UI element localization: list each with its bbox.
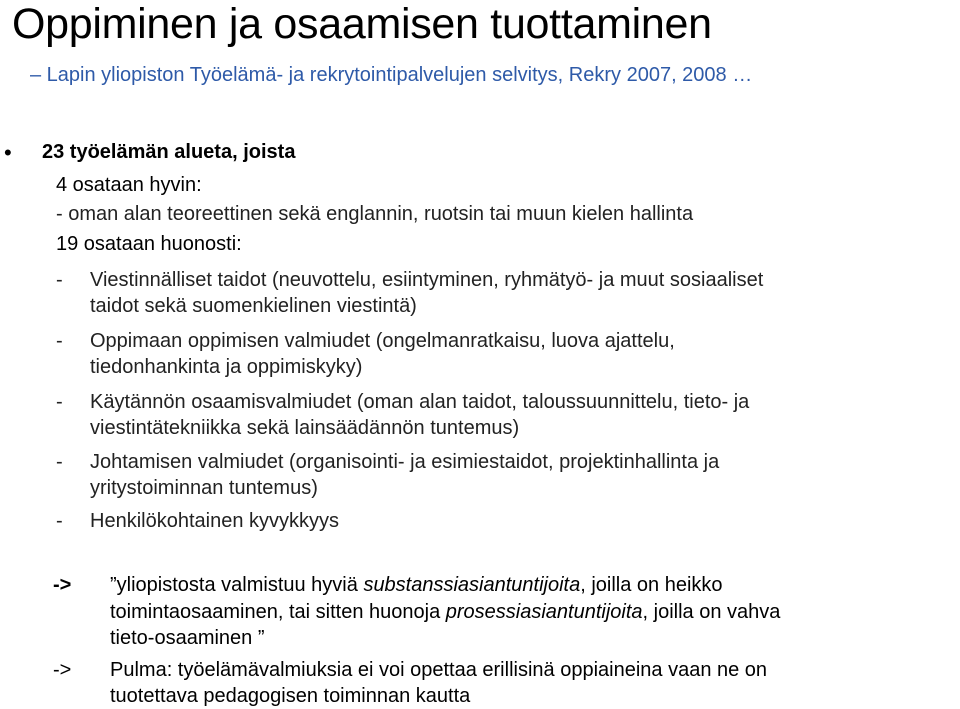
poor-item-1-line2: taidot sekä suomenkielinen viestintä): [90, 295, 417, 317]
slide-title: Oppiminen ja osaamisen tuottaminen: [12, 0, 712, 48]
conclusion-1-line3: tieto-osaaminen ”: [110, 627, 265, 649]
dash-marker: -: [56, 510, 63, 532]
poor-item-4-line1: Johtamisen valmiudet (organisointi- ja esimiestaidot, projektinhallinta ja: [90, 451, 720, 473]
bullet-dot: •: [4, 140, 12, 165]
conclusion-2-line2: tuotettava pedagogisen toiminnan kautta: [110, 685, 471, 707]
dash-marker: -: [56, 451, 63, 473]
dash-marker: -: [56, 269, 63, 291]
dash-marker: -: [56, 330, 63, 352]
poor-item-3-line2: viestintätekniikka sekä lainsäädännön tuntemus): [90, 417, 520, 439]
areas-heading: 23 työelämän alueta, joista: [42, 141, 296, 163]
poor-heading: 19 osataan huonosti:: [56, 233, 242, 255]
dash-marker: -: [56, 391, 63, 413]
conclusion-1-emphasis: substanssiasiantuntijoita: [363, 574, 581, 596]
arrow-marker: ->: [53, 659, 72, 681]
arrow-marker: ->: [53, 574, 72, 596]
conclusion-1-text-a: ”yliopistosta valmistuu hyviä: [110, 574, 364, 596]
conclusion-1-text-b: , joilla on heikko: [580, 574, 723, 596]
slide-subtitle: – Lapin yliopiston Työelämä- ja rekrytointipalvelujen selvitys, Rekry 2007, 2008 …: [30, 64, 753, 86]
conclusion-2-line1: Pulma: työelämävalmiuksia ei voi opettaa erillisinä oppiaineina vaan ne on: [110, 659, 768, 681]
conclusion-1-line2: [110, 599, 780, 625]
poor-item-4-line2: yritystoiminnan tuntemus): [90, 477, 318, 499]
conclusion-1-line1: [110, 572, 723, 598]
poor-item-2-line1: Oppimaan oppimisen valmiudet (ongelmanratkaisu, luova ajattelu,: [90, 330, 675, 352]
conclusion-1-text-c: toimintaosaaminen, tai sitten huonoja: [110, 601, 446, 623]
poor-item-3-line1: Käytännön osaamisvalmiudet (oman alan taidot, taloussuunnittelu, tieto- ja: [90, 391, 750, 413]
poor-item-2-line2: tiedonhankinta ja oppimiskyky): [90, 356, 363, 378]
good-heading: 4 osataan hyvin:: [56, 174, 202, 196]
conclusion-1-emphasis-2: prosessiasiantuntijoita: [445, 601, 643, 623]
poor-item-5-line1: Henkilökohtainen kyvykkyys: [90, 510, 339, 532]
conclusion-1-text-d: , joilla on vahva: [642, 601, 781, 623]
poor-item-1-line1: Viestinnälliset taidot (neuvottelu, esiintyminen, ryhmätyö- ja muut sosiaaliset: [90, 269, 764, 291]
good-item: - oman alan teoreettinen sekä englannin, ruotsin tai muun kielen hallinta: [56, 203, 694, 225]
